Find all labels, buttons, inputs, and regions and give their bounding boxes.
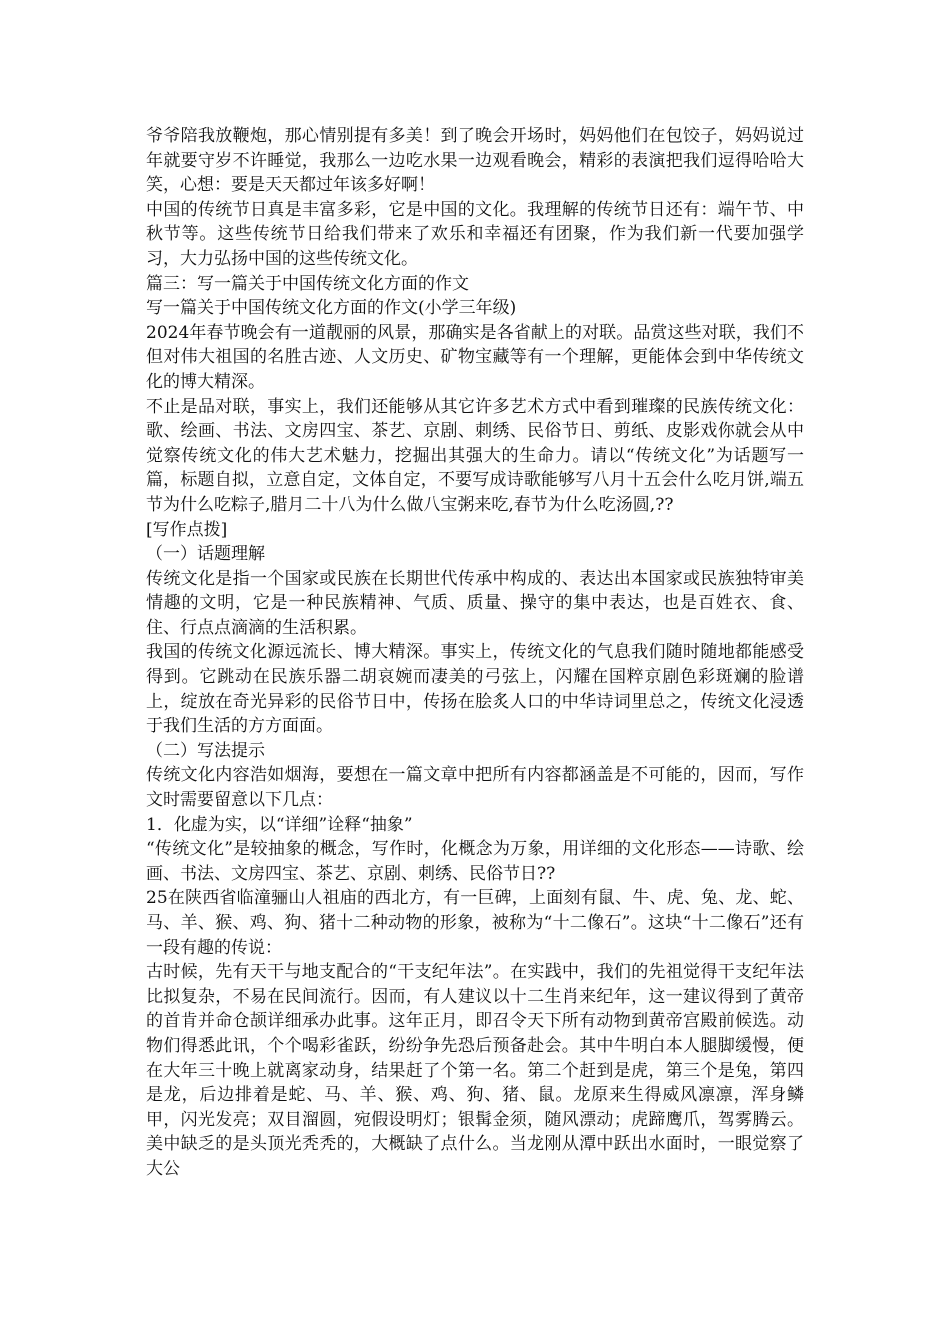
essay-title: 写一篇关于中国传统文化方面的作文(小学三年级) [146,298,517,319]
paragraph-essay-prompt: 不止是品对联，事实上，我们还能够从其它许多艺术方式中看到璀璨的民族传统文化：歌、绘画、书法、文房四宝、茶艺、京剧、刺绣、民俗节日、剪纸、皮影戏你就会从中觉察传统文化的伟大艺术魅力，挖掘出其强大的生命力。请以“传统文化”为话题写一篇，标题自拟，立意自定，文体自定，不要写成诗歌能够写八月十五会什么吃月饼,端五节为什么吃粽子,腊月二十八为什么做八宝粥来吃,春节为什么吃汤圆,?? [146,396,804,515]
paragraph-tips-intro: 传统文化内容浩如烟海，要想在一篇文章中把所有内容都涵盖是不可能的，因而，写作文时需要留意以下几点： [146,765,804,811]
paragraph-tip-one: “传统文化”是较抽象的概念，写作时，化概念为万象，用详细的文化形态——诗歌、绘画、书法、文房四宝、茶艺、京剧、刺绣、民俗节日?? [146,839,804,884]
paragraph-traditional-festivals: 中国的传统节日真是丰富多彩，它是中国的文化。我理解的传统节日还有：端午节、中秋节等。这些传统节日给我们带来了欢乐和幸福还有团聚，作为我们新一代要加强学习，大力弘扬中国的这些传统文化。 [146,199,804,269]
tip-one-heading: 1．化虚为实，以“详细”诠释“抽象” [146,814,413,835]
paragraph-zodiac-stone: 25在陕西省临潼骊山人祖庙的西北方，有一巨碑，上面刻有鼠、牛、虎、兔、龙、蛇、马、羊、猴、鸡、狗、猪十二种动物的形象，被称为“十二像石”。这块“十二像石”还有一段有趣的传说： [146,888,804,958]
paragraph-culture-definition: 传统文化是指一个国家或民族在长期世代传承中构成的、表达出本国家或民族独特审美情趣的文明，它是一种民族精神、气质、质量、操守的集中表达，也是百姓衣、食、住、行点点滴滴的生活积累。 [146,568,804,638]
subheading-writing-tips: （二）写法提示 [146,740,265,761]
document-body [146,124,804,1182]
paragraph-culture-everywhere: 我国的传统文化源远流长、博大精深。事实上，传统文化的气息我们随时随地都能感受得到。它跳动在民族乐器二胡哀婉而凄美的弓弦上，闪耀在国粹京剧色彩斑斓的脸谱上，绽放在奇光异彩的民俗节日中，传扬在脍炙人口的中华诗词里总之，传统文化浸透于我们生活的方方面面。 [146,642,804,737]
paragraph-spring-festival-couplets: 2024年春节晚会有一道靓丽的风景，那确实是各省献上的对联。品赏这些对联，我们不但对伟大祖国的名胜古迹、人文历史、矿物宝藏等有一个理解，更能体会到中华传统文化的博大精深。 [146,322,804,392]
writing-guidance-heading: [写作点拨] [146,519,228,540]
paragraph-new-year-eve: 爷爷陪我放鞭炮，那心情别提有多美！到了晚会开场时，妈妈他们在包饺子，妈妈说过年就要守岁不许睡觉，我那么一边吃水果一边观看晚会，精彩的表演把我们逗得哈哈大笑，心想：要是天天都过年该多好啊！ [146,126,804,196]
paragraph-zodiac-legend: 古时候，先有天干与地支配合的“干支纪年法”。在实践中，我们的先祖觉得干支纪年法比拟复杂，不易在民间流行。因而，有人建议以十二生肖来纪年，这一建议得到了黄帝的首肯并命仓颉详细承办此事。这年正月，即召令天下所有动物到黄帝宫殿前候选。动物们得悉此讯，个个喝彩雀跃，纷纷争先恐后预备赴会。其中牛明白本人腿脚缓慢，便在大年三十晚上就离家动身，结果赶了个第一名。第二个赶到是虎，第三个是兔，第四是龙，后边排着是蛇、马、羊、猴、鸡、狗、猪、鼠。龙原来生得威风凛凛，浑身鳞甲，闪光发亮；双目溜圆，宛假设明灯；银髯金须，随风漂动；虎蹄鹰爪，驾雾腾云。美中缺乏的是头顶光秃秃的，大概缺了点什么。当龙刚从潭中跃出水面时，一眼觉察了大公 [146,962,804,1179]
section-heading-part-three: 篇三：写一篇关于中国传统文化方面的作文 [146,273,469,294]
subheading-topic-understanding: （一）话题理解 [146,544,265,565]
